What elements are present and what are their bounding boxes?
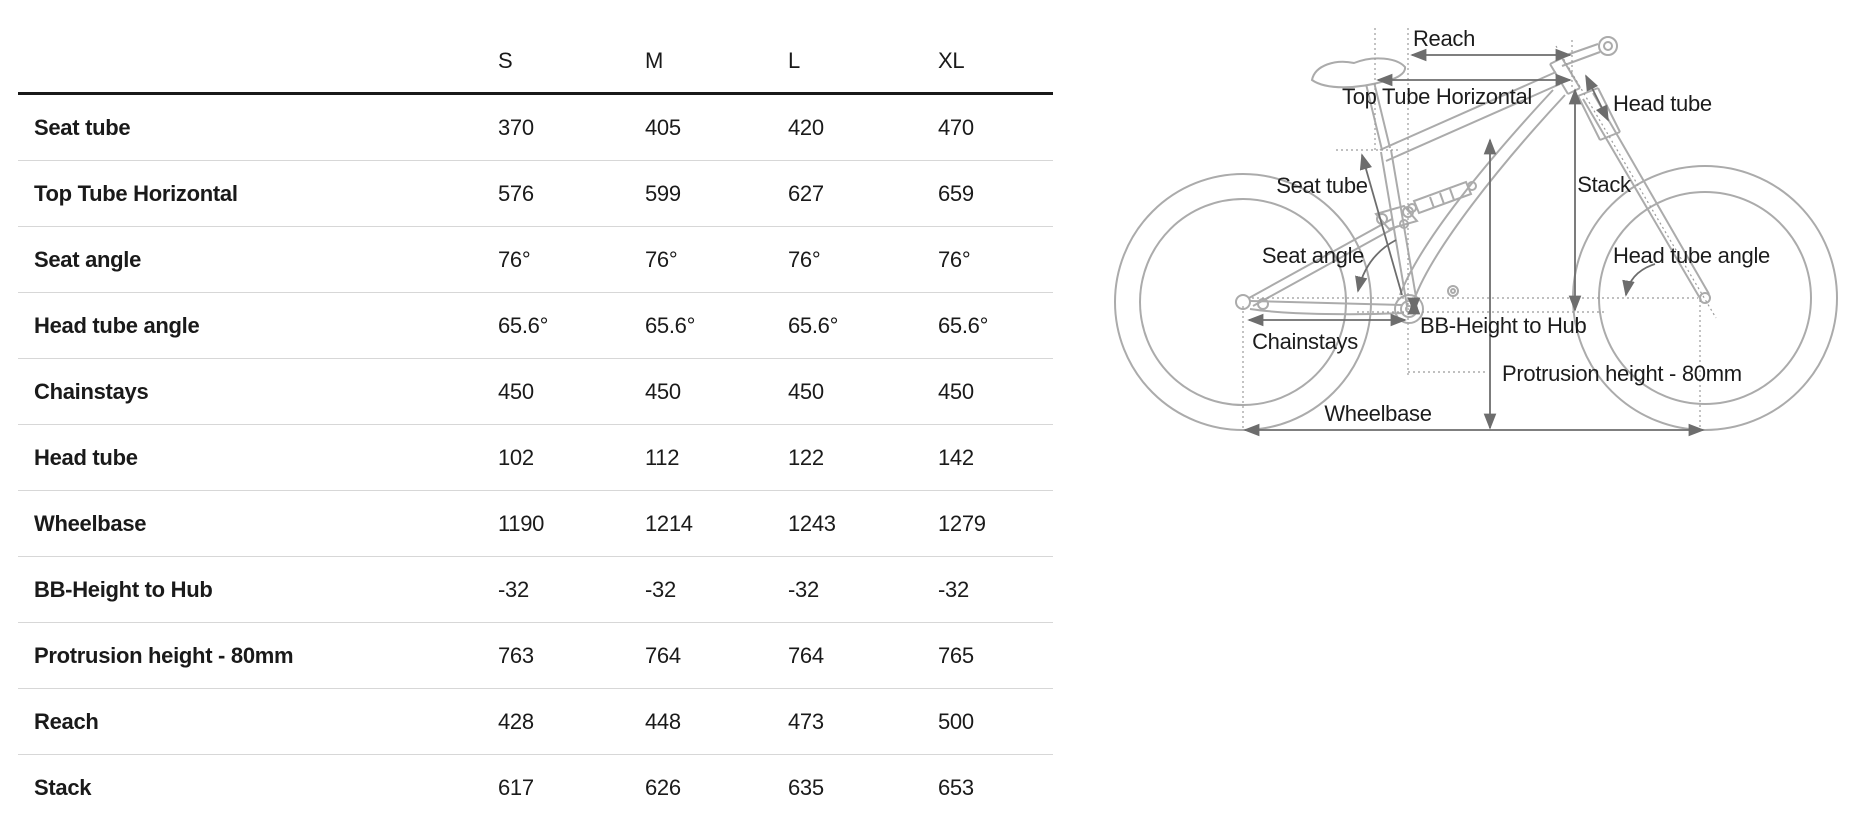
row-value-l: 450 bbox=[788, 378, 824, 404]
row-value-m: 599 bbox=[645, 180, 681, 206]
row-label: Wheelbase bbox=[34, 510, 147, 536]
table-row bbox=[18, 556, 1053, 622]
row-value-l: 627 bbox=[788, 180, 824, 206]
row-value-l: 473 bbox=[788, 708, 824, 734]
column-header-xl: XL bbox=[938, 48, 965, 73]
row-value-s: 763 bbox=[498, 642, 534, 668]
label-stack: Stack bbox=[1577, 172, 1631, 197]
stem-and-handlebar bbox=[1558, 37, 1617, 66]
row-value-s: 370 bbox=[498, 114, 534, 140]
geometry-table bbox=[18, 30, 1053, 820]
row-value-xl: 653 bbox=[938, 774, 974, 800]
row-value-xl: 765 bbox=[938, 642, 974, 668]
row-value-m: 450 bbox=[645, 378, 681, 404]
table-row bbox=[18, 358, 1053, 424]
row-label: Reach bbox=[34, 708, 99, 734]
row-value-l: -32 bbox=[788, 576, 819, 602]
row-value-l: 76° bbox=[788, 246, 821, 272]
row-value-s: -32 bbox=[498, 576, 529, 602]
row-label: Stack bbox=[34, 774, 92, 800]
row-value-m: 76° bbox=[645, 246, 678, 272]
label-seat-angle: Seat angle bbox=[1261, 243, 1365, 268]
row-value-xl: -32 bbox=[938, 576, 969, 602]
row-label: Chainstays bbox=[34, 378, 149, 404]
table-body bbox=[18, 95, 1053, 820]
label-bb-height: BB-Height to Hub bbox=[1420, 313, 1587, 338]
table-row bbox=[18, 688, 1053, 754]
row-label: Seat angle bbox=[34, 246, 142, 272]
row-value-xl: 76° bbox=[938, 246, 971, 272]
row-value-l: 65.6° bbox=[788, 312, 839, 338]
table-row bbox=[18, 622, 1053, 688]
row-value-s: 428 bbox=[498, 708, 534, 734]
label-protrusion: Protrusion height - 80mm bbox=[1502, 361, 1742, 386]
row-value-s: 65.6° bbox=[498, 312, 549, 338]
row-value-m: 1214 bbox=[645, 510, 693, 536]
label-chainstays: Chainstays bbox=[1252, 329, 1358, 354]
bike-geometry-diagram bbox=[920, 0, 1866, 470]
row-value-l: 420 bbox=[788, 114, 824, 140]
table-row bbox=[18, 226, 1053, 292]
table-row bbox=[18, 490, 1053, 556]
label-top-tube: Top Tube Horizontal bbox=[1342, 84, 1532, 109]
table-row bbox=[18, 160, 1053, 226]
row-value-m: 448 bbox=[645, 708, 681, 734]
row-label: Protrusion height - 80mm bbox=[34, 642, 294, 668]
row-label: Head tube bbox=[34, 444, 138, 470]
head-tube-arrow bbox=[1586, 76, 1608, 120]
row-value-l: 764 bbox=[788, 642, 824, 668]
row-value-xl: 142 bbox=[938, 444, 974, 470]
column-header-s: S bbox=[498, 48, 513, 73]
row-value-l: 1243 bbox=[788, 510, 836, 536]
label-head-tube-angle: Head tube angle bbox=[1613, 243, 1770, 268]
label-head-tube: Head tube bbox=[1613, 91, 1712, 116]
row-value-s: 102 bbox=[498, 444, 534, 470]
row-value-s: 76° bbox=[498, 246, 531, 272]
table-header bbox=[18, 30, 1053, 95]
row-label: Head tube angle bbox=[34, 312, 200, 338]
row-value-m: 405 bbox=[645, 114, 681, 140]
row-value-xl: 65.6° bbox=[938, 312, 989, 338]
row-value-s: 1190 bbox=[498, 510, 545, 536]
row-value-m: -32 bbox=[645, 576, 676, 602]
column-header-l: L bbox=[788, 48, 800, 73]
row-value-xl: 659 bbox=[938, 180, 974, 206]
row-label: Seat tube bbox=[34, 114, 131, 140]
row-value-m: 65.6° bbox=[645, 312, 696, 338]
row-value-s: 450 bbox=[498, 378, 534, 404]
row-value-m: 626 bbox=[645, 774, 681, 800]
row-value-s: 576 bbox=[498, 180, 534, 206]
row-value-s: 617 bbox=[498, 774, 534, 800]
label-seat-tube: Seat tube bbox=[1276, 173, 1368, 198]
row-value-xl: 500 bbox=[938, 708, 974, 734]
row-value-m: 112 bbox=[645, 444, 680, 470]
row-value-xl: 1279 bbox=[938, 510, 986, 536]
row-label: Top Tube Horizontal bbox=[34, 180, 238, 206]
row-label: BB-Height to Hub bbox=[34, 576, 213, 602]
column-header-m: M bbox=[645, 48, 664, 73]
row-value-xl: 450 bbox=[938, 378, 974, 404]
row-value-m: 764 bbox=[645, 642, 681, 668]
row-value-l: 122 bbox=[788, 444, 824, 470]
row-value-xl: 470 bbox=[938, 114, 974, 140]
row-value-l: 635 bbox=[788, 774, 824, 800]
table-row bbox=[18, 292, 1053, 358]
head-tube-angle-arc bbox=[1626, 264, 1655, 295]
table-row bbox=[18, 424, 1053, 490]
label-wheelbase: Wheelbase bbox=[1324, 401, 1432, 426]
label-reach: Reach bbox=[1412, 26, 1476, 51]
table-row bbox=[18, 95, 1053, 160]
table-row bbox=[18, 754, 1053, 820]
